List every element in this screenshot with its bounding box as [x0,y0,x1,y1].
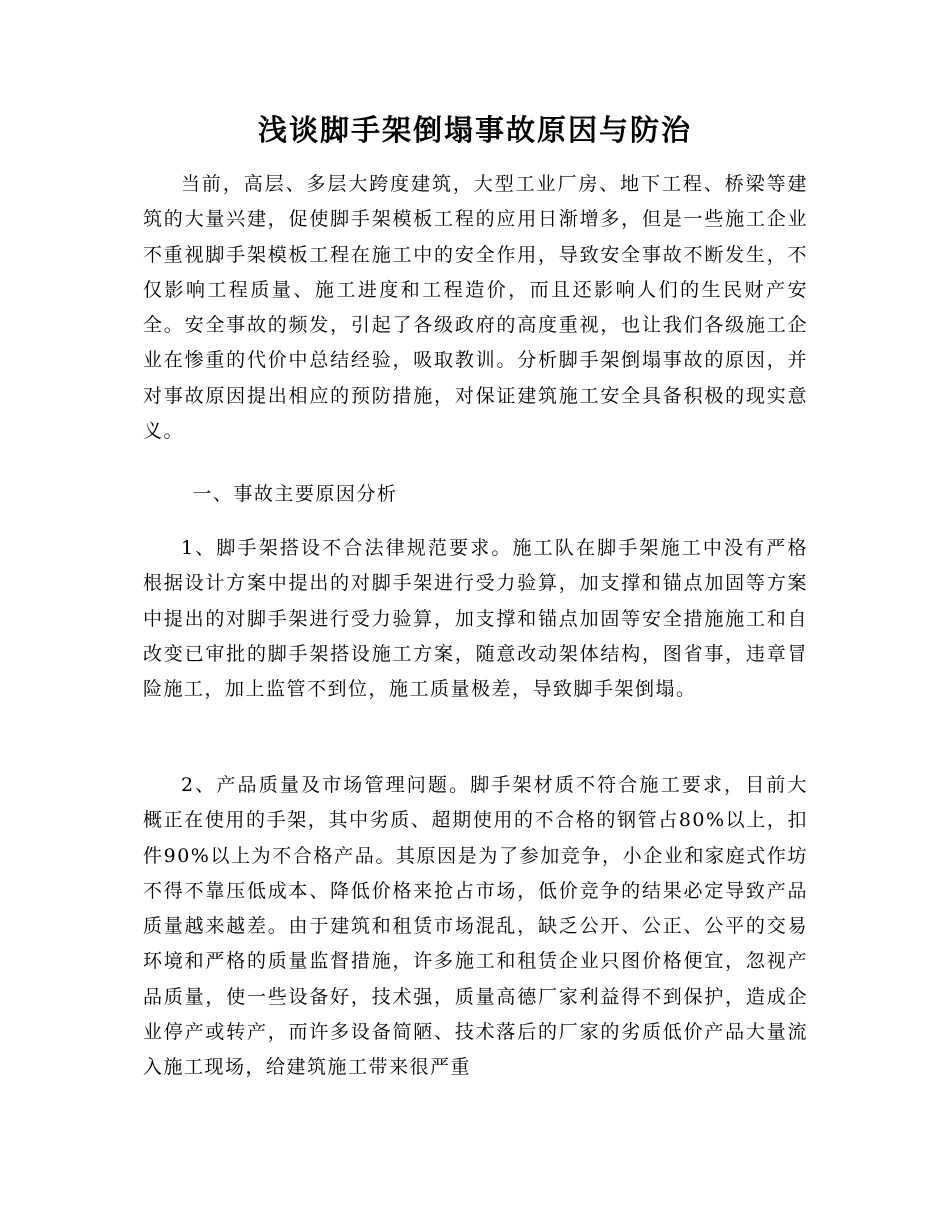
cause-paragraph-1: 1、脚手架搭设不合法律规范要求。施工队在脚手架施工中没有严格根据设计方案中提出的对脚手架进行受力验算，加支撑和锚点加固等方案中提出的对脚手架进行受力验算，加支撑和锚点加固等安全措施施工和自改变已审批的脚手架搭设施工方案，随意改动架体结构，图省事，违章冒险施工，加上监管不到位，施工质量极差，导致脚手架倒塌。 [143,537,808,701]
cause-paragraph-2: 2、产品质量及市场管理问题。脚手架材质不符合施工要求，目前大概正在使用的手架，其中劣质、超期使用的不合格的钢管占80%以上，扣件90%以上为不合格产品。其原因是为了参加竞争，小企业和家庭式作坊不得不靠压低成本、降低价格来抢占市场，低价竞争的结果必定导致产品质量越来越差。由于建筑和租赁市场混乱，缺乏公开、公正、公平的交易环境和严格的质量监督措施，许多施工和租赁企业只图价格便宜，忽视产品质量，使一些设备好，技术强，质量高德厂家利益得不到保护，造成企业停产或转产，而许多设备简陋、技术落后的厂家的劣质低价产品大量流入施工现场，给建筑施工带来很严重 [143,774,808,1079]
section-heading: 一、事故主要原因分析 [192,483,398,505]
document-title: 浅谈脚手架倒塌事故原因与防治 [257,113,692,147]
intro-paragraph: 当前，高层、多层大跨度建筑，大型工业厂房、地下工程、桥梁等建筑的大量兴建，促使脚手架模板工程的应用日渐增多，但是一些施工企业不重视脚手架模板工程在施工中的安全作用，导致安全事故不断发生，不仅影响工程质量、施工进度和工程造价，而且还影响人们的生民财产安全。安全事故的频发，引起了各级政府的高度重视，也让我们各级施工企业在惨重的代价中总结经验，吸取教训。分析脚手架倒塌事故的原因，并对事故原因提出相应的预防措施，对保证建筑施工安全具备积极的现实意义。 [143,173,808,443]
